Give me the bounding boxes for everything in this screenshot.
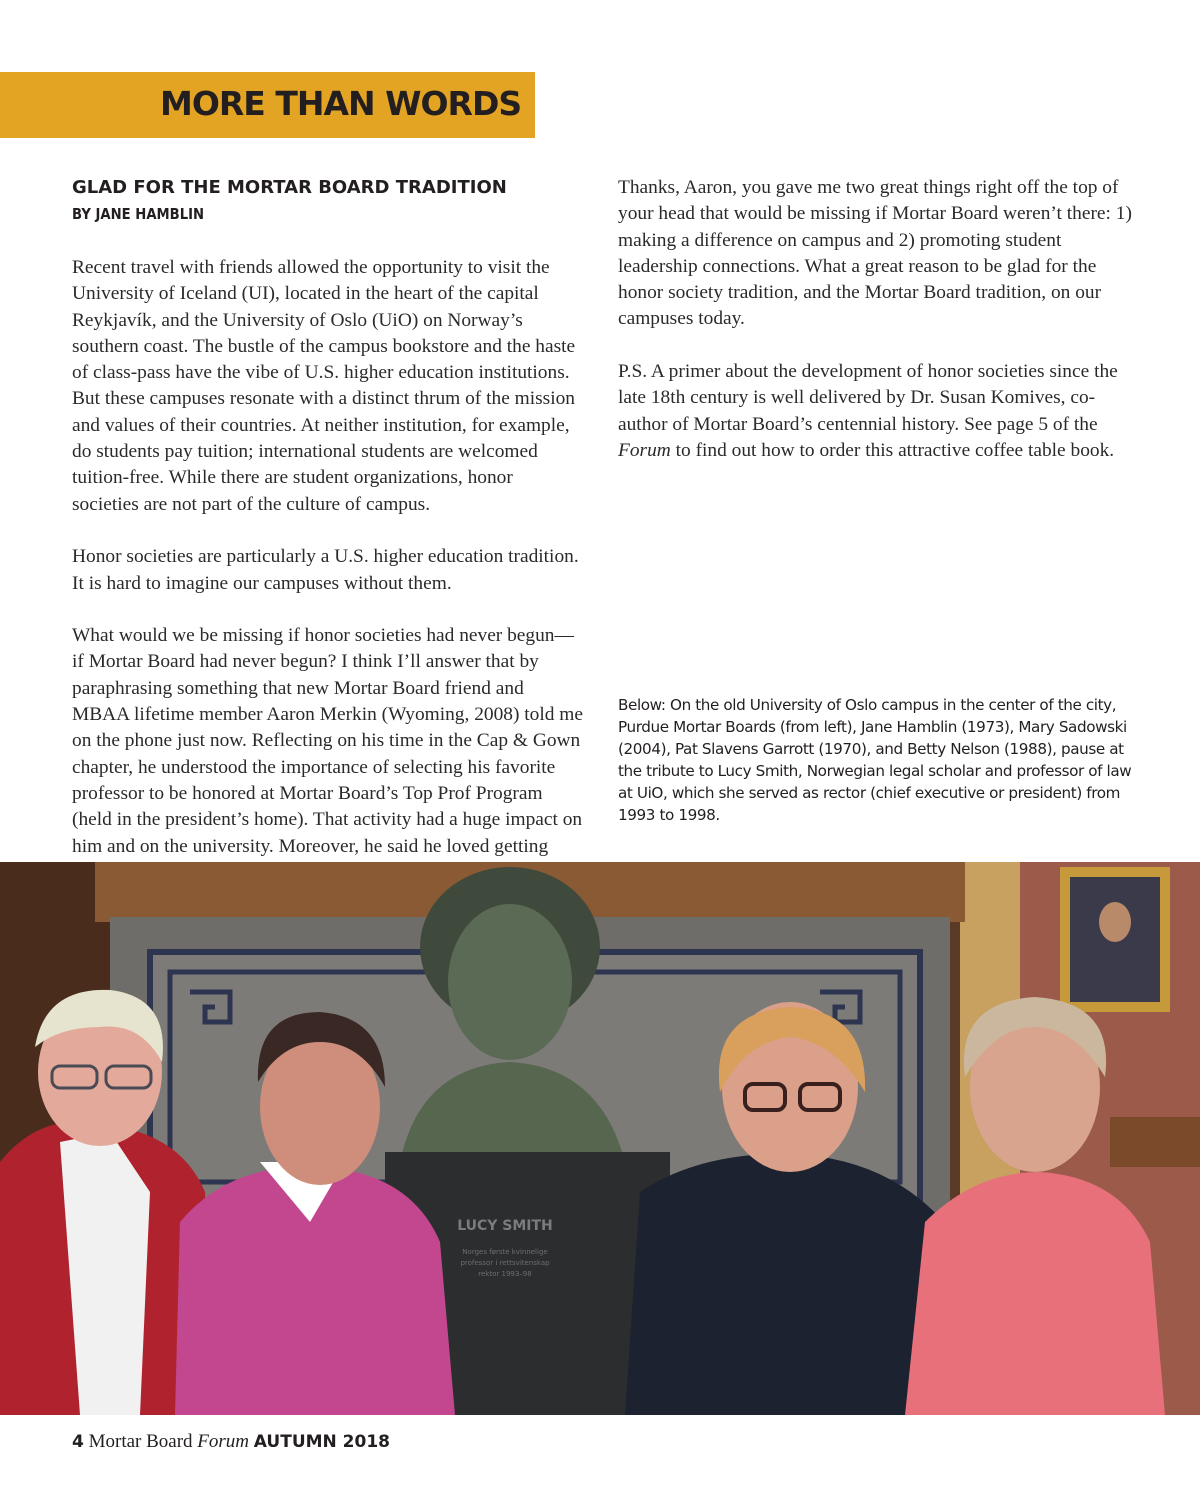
plaque-line-1: Norges første kvinnelige	[462, 1248, 548, 1256]
paragraph-5-text-end: to find out how to order this attractive coffee table book.	[670, 439, 1115, 461]
issue-season: AUTUMN 2018	[253, 1432, 390, 1452]
paragraph-2: Honor societies are particularly a U.S. higher education tradition. It is hard to imagine our campuses without them.	[72, 546, 579, 594]
publication-name: Mortar Board	[88, 1431, 193, 1452]
paragraph-4: Thanks, Aaron, you gave me two great things right off the top of your head that would be missing if Mortar Board weren’t there: 1) making a difference on campus and 2) promoting student leadership connections. What a great reason to be glad for the honor society tradition, and the Mortar Board tradition, on our campuses today.	[618, 177, 1132, 330]
section-title: MORE THAN WORDS	[160, 84, 522, 123]
plaque-name: LUCY SMITH	[457, 1218, 553, 1234]
paragraph-1: Recent travel with friends allowed the opportunity to visit the University of Iceland (UI), located in the heart of the capital Reykjavík, and the University of Oslo (UiO) on Norway’s southern coast. The bustle of the campus bookstore and the haste of class-pass have the vibe of U.S. higher education institutions. But these campuses resonate with a distinct thrum of the mission and values of their countries. At neither institution, for example, do students pay tuition; international students are welcomed tuition-free. While there are student organizations, honor societies are not part of the culture of campus.	[72, 257, 576, 515]
article-body-column-right	[618, 175, 1138, 491]
paragraph-5-text: P.S. A primer about the development of honor societies since the late 18th century is well delivered by Dr. Susan Komives, co-author of Mortar Board’s centennial history. See page 5 of the	[618, 361, 1118, 435]
page-footer	[72, 1431, 390, 1453]
page-number: 4	[72, 1432, 84, 1452]
article-body-column	[72, 255, 584, 939]
article-title: GLAD FOR THE MORTAR BOARD TRADITION	[72, 177, 507, 198]
group-photo	[0, 862, 1200, 1415]
photo-caption: Below: On the old University of Oslo campus in the center of the city, Purdue Mortar Boards (from left), Jane Hamblin (1973), Mary Sadowski (2004), Pat Slavens Garrott (1970), and Betty Nelson (1988), pause at the tribute to Lucy Smith, Norwegian legal scholar and professor of law at UiO, which she served as rector (chief executive or president) from 1993 to 1998.	[618, 696, 1132, 824]
plaque-line-2: professor i rettsvitenskap	[460, 1259, 550, 1267]
paragraph-3: What would we be missing if honor societies had never begun—if Mortar Board had never begun? I think I’ll answer that by paraphrasing something that new Mortar Board friend and MBAA lifetime member Aaron Merkin (Wyoming, 2008) told me on the phone just now. Reflecting on his time in the Cap & Gown chapter, he understood the importance of selecting his favorite professor to be honored at Mortar Board’s Top Prof Program (held in the president’s home). That activity had a huge impact on him and on the university. Moreover, he said he loved getting	[72, 625, 583, 857]
article-byline: BY JANE HAMBLIN	[72, 205, 205, 223]
plaque-line-3: rektor 1993–98	[478, 1270, 532, 1278]
publication-name-italic: Forum	[197, 1431, 250, 1452]
paragraph-5	[618, 359, 1138, 464]
forum-title-italic: Forum	[618, 439, 671, 461]
